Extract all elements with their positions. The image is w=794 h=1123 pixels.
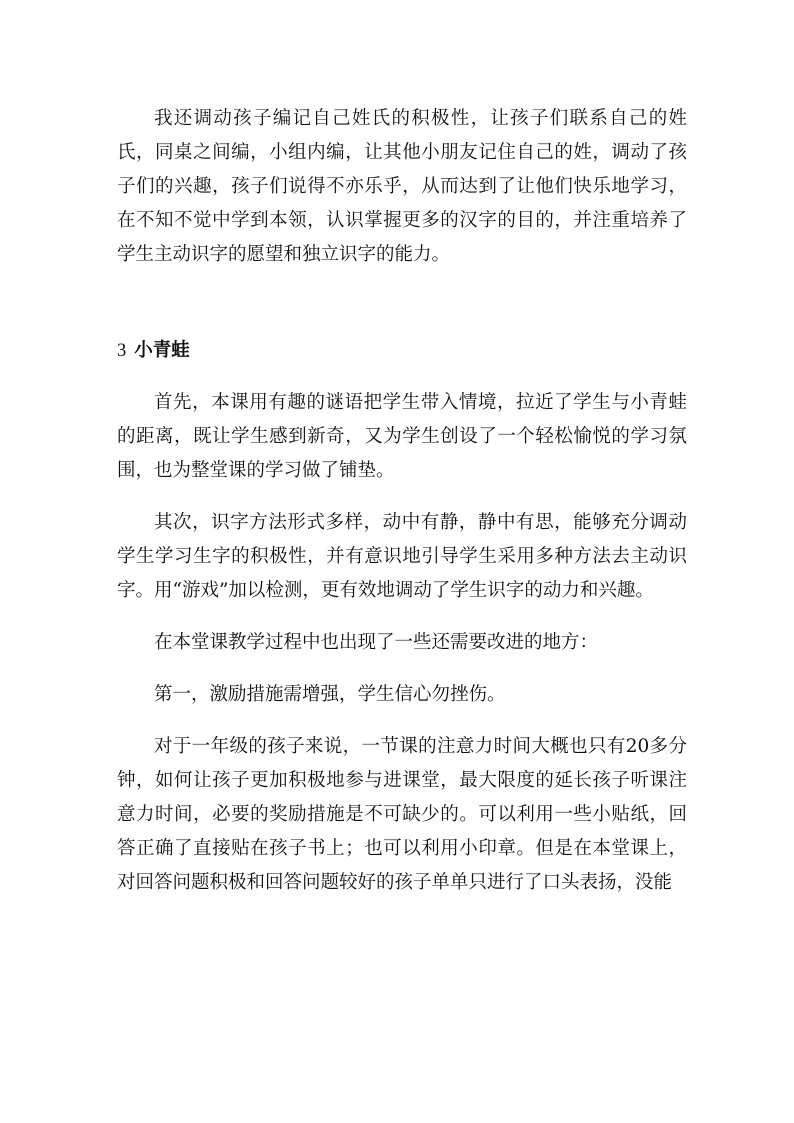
section-number: 3	[117, 341, 127, 361]
paragraph-2: 其次，识字方法形式多样，动中有静，静中有思，能够充分调动学生学习生字的积极性，并有意识地引导学生采用多种方法去主动识字。用“游戏”加以检测，更有效地调动了学生识字的动力和兴趣。	[117, 512, 687, 601]
paragraph-spacer	[117, 488, 687, 506]
section-title: 小青蛙	[134, 340, 190, 361]
section-heading	[117, 334, 687, 368]
heading-spacer	[117, 368, 687, 386]
paragraph-spacer	[117, 660, 687, 678]
section-gap	[117, 272, 687, 334]
intro-paragraph: 我还调动孩子编记自己姓氏的积极性，让孩子们联系自己的姓氏，同桌之间编，小组内编，让其他小朋友记住自己的姓，调动了孩子们的兴趣，孩子们说得不亦乐乎，从而达到了让他们快乐地学习，在不知不觉中学到本领，认识掌握更多的汉字的目的，并注重培养了学生主动识字的愿望和独立识字的能力。	[117, 108, 687, 265]
paragraph-1: 首先，本课用有趣的谜语把学生带入情境，拉近了学生与小青蛙的距离，既让学生感到新奇，又为学生创设了一个轻松愉悦的学习氛围，也为整堂课的学习做了铺垫。	[117, 392, 687, 481]
paragraph-5: 对于一年级的孩子来说，一节课的注意力时间大概也只有20多分钟，如何让孩子更加积极地参与进课堂，最大限度的延长孩子听课注意力时间，必要的奖励措施是不可缺少的。可以利用一些小贴纸，回答正确了直接贴在孩子书上；也可以利用小印章。但是在本堂课上，对回答问题积极和回答问题较好的孩子单单只进行了口头表扬，没能	[117, 736, 687, 893]
paragraph-3: 在本堂课教学过程中也出现了一些还需要改进的地方：	[154, 632, 599, 653]
paragraph-spacer	[117, 712, 687, 730]
paragraph-spacer	[117, 608, 687, 626]
paragraph-4: 第一，激励措施需增强，学生信心勿挫伤。	[154, 684, 506, 705]
document-body	[117, 102, 687, 900]
